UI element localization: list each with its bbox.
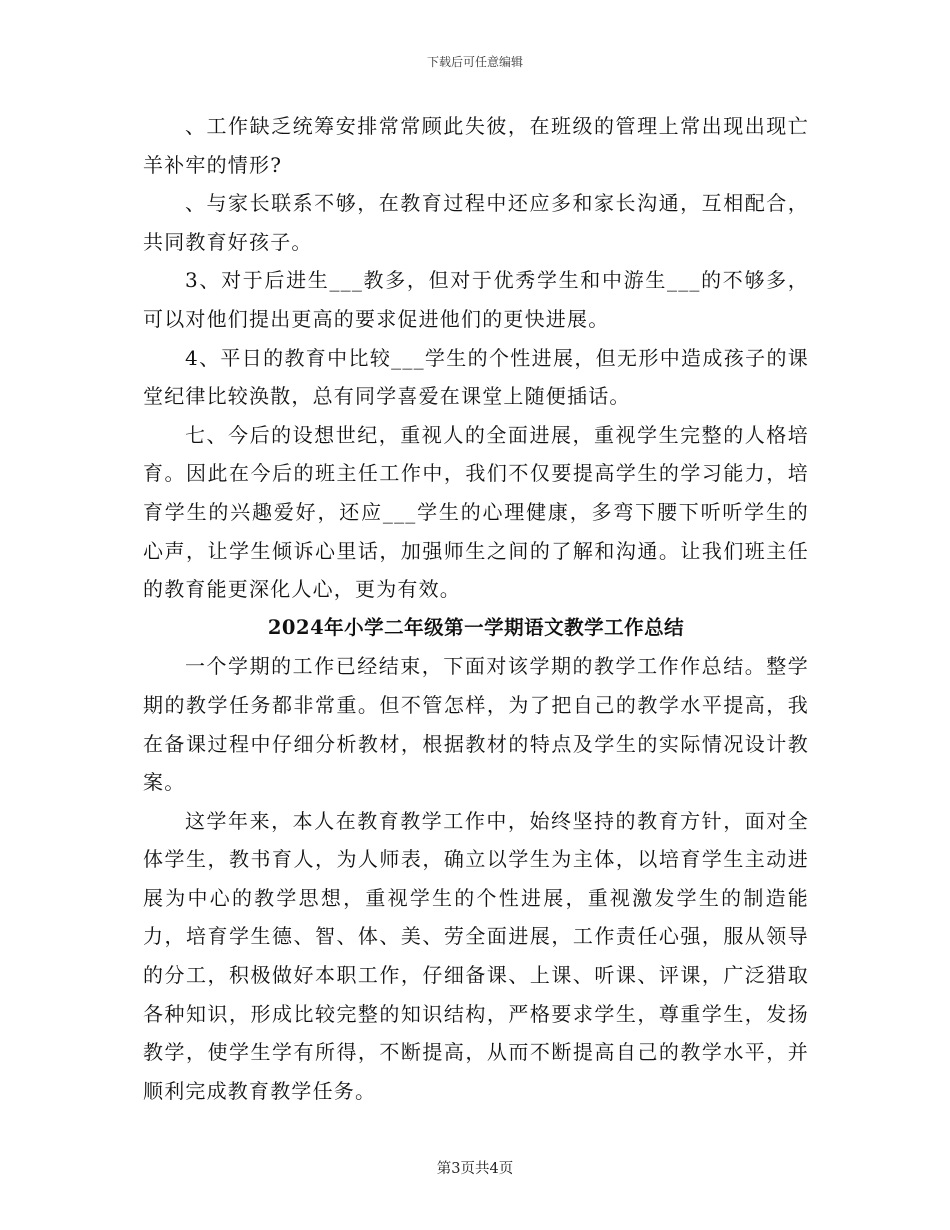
paragraph-students-attention: 3、对于后进生___教多，但对于优秀学生和中游生___的不够多，可以对他们提出更高的要求促进他们的更快进展。 (143, 268, 809, 331)
section-title: 2024年小学二年级第一学期语文教学工作总结 (267, 615, 685, 639)
paragraph-future-plans: 七、今后的设想世纪，重视人的全面进展，重视学生完整的人格培育。因此在今后的班主任工作中，我们不仅要提高学生的学习能力，培育学生的兴趣爱好，还应___学生的心理健康，多弯下腰下听听学生的心声，让学生倾诉心里话，加强师生之间的了解和沟通。让我们班主任的教育能更深化人心，更为有效。 (143, 422, 809, 602)
paragraph-classroom-discipline: 4、平日的教育中比较___学生的个性进展，但无形中造成孩子的课堂纪律比较涣散，总有同学喜爱在课堂上随便插话。 (143, 345, 809, 409)
document-body (143, 107, 809, 1110)
page-header: 下载后可任意编辑 (426, 55, 523, 69)
paragraph-semester-intro: 一个学期的工作已经结束，下面对该学期的教学工作作总结。整学期的教学任务都非常重。但不管怎样，为了把自己的教学水平提高，我在备课过程中仔细分析教材，根据教材的特点及学生的实际情况设计教案。 (143, 654, 809, 795)
page-number: 第3页共4页 (436, 1161, 514, 1177)
paragraph-teaching-review: 这学年来，本人在教育教学工作中，始终坚持的教育方针，面对全体学生，教书育人，为人师表，确立以学生为主体，以培育学生主动进展为中心的教学思想，重视学生的个性进展，重视激发学生的制造能力，培育学生德、智、体、美、劳全面进展，工作责任心强，服从领导的分工，积极做好本职工作，仔细备课、上课、听课、评课，广泛猎取各种知识，形成比较完整的知识结构，严格要求学生，尊重学生，发扬教学，使学生学有所得，不断提高，从而不断提高自己的教学水平，并顺利完成教育教学任务。 (143, 808, 809, 1103)
paragraph-parent-contact: 、与家长联系不够，在教育过程中还应多和家长沟通，互相配合，共同教育好孩子。 (143, 191, 809, 254)
paragraph-work-planning: 、工作缺乏统筹安排常常顾此失彼，在班级的管理上常出现出现亡羊补牢的情形? (143, 114, 809, 177)
